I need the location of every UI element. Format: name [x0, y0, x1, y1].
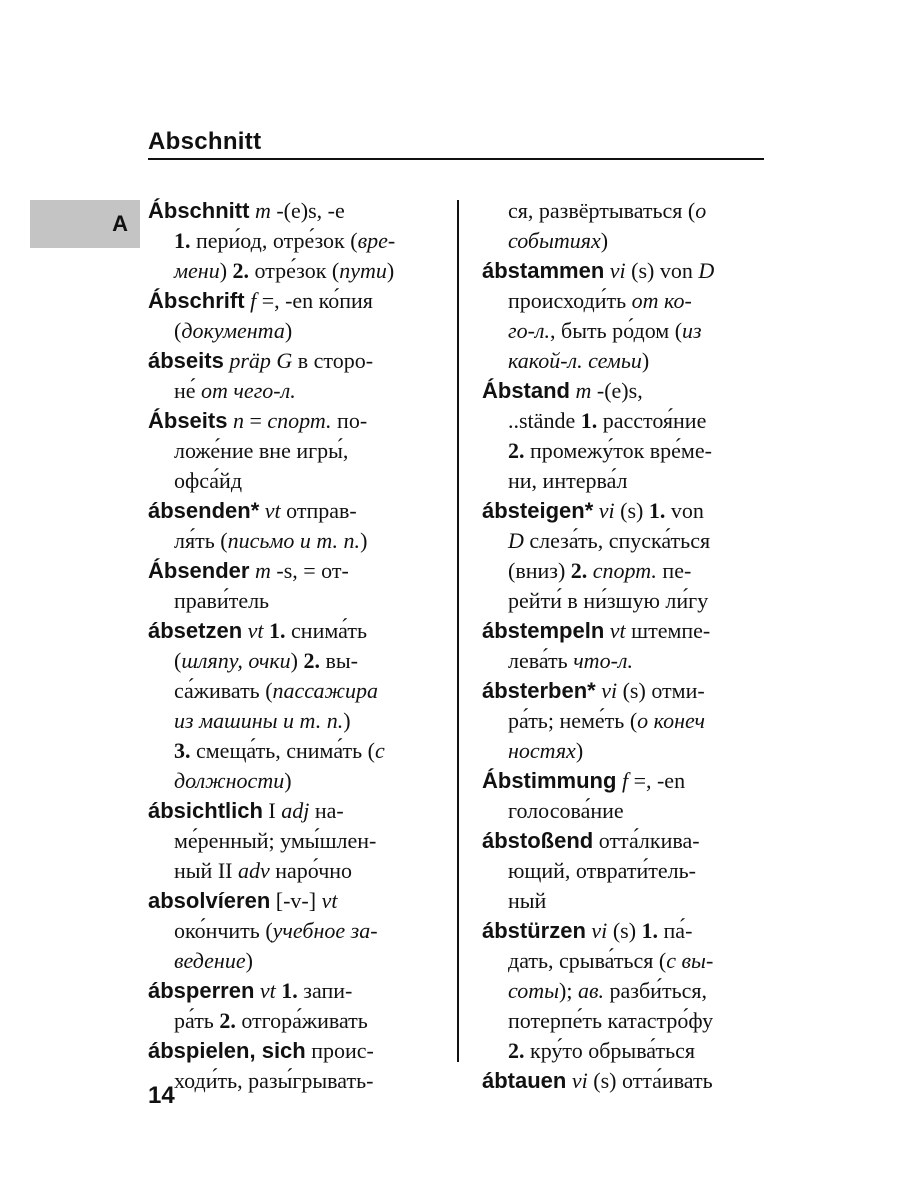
entry-line	[148, 436, 443, 466]
grammar-note: D	[698, 258, 715, 283]
definition-text: (вниз)	[508, 558, 571, 583]
entry-line	[482, 646, 767, 676]
headword: ábtauen	[482, 1068, 567, 1093]
dictionary-column-left	[148, 196, 443, 1096]
entry-line	[148, 676, 443, 706]
entry-line-headword	[482, 616, 767, 646]
header-rule	[148, 158, 764, 160]
grammar-note: vt	[259, 498, 281, 523]
entry-line	[148, 316, 443, 346]
definition-text: не́	[174, 378, 202, 403]
definition-text: потерпе́ть катастро́фу	[508, 1008, 714, 1033]
definition-text: ющий, отврати́тель-	[508, 858, 696, 883]
entry-line-headword	[148, 556, 443, 586]
grammar-note: какой-л. семьи	[508, 348, 642, 373]
entry-line-headword	[482, 916, 767, 946]
grammar-note: шляпу, очки	[181, 648, 291, 673]
entry-line-headword	[148, 496, 443, 526]
headword: Ábschnitt	[148, 198, 250, 223]
entry-line	[148, 466, 443, 496]
definition-text: наро́чно	[269, 858, 353, 883]
entry-line	[482, 436, 767, 466]
definition-text: пе-	[656, 558, 692, 583]
entry-line-headword	[148, 796, 443, 826]
grammar-note: n	[227, 408, 244, 433]
sense-number: 1.	[269, 618, 286, 643]
definition-text: ни, интерва́л	[508, 468, 628, 493]
headword: Ábschrift	[148, 288, 245, 313]
entry-line-headword	[482, 676, 767, 706]
sense-number: 2.	[508, 438, 525, 463]
definition-text: кру́то обрыва́ться	[524, 1038, 696, 1063]
grammar-note: präp G	[223, 348, 293, 373]
definition-text: (s) von	[625, 258, 699, 283]
entry-line	[148, 706, 443, 736]
entry-line	[148, 256, 443, 286]
grammar-note: f	[244, 288, 257, 313]
entry-line	[482, 1036, 767, 1066]
definition-text: промежу́ток вре́ме-	[524, 438, 712, 463]
sense-number: 1.	[641, 918, 659, 943]
grammar-note: с вы-	[666, 948, 714, 973]
entry-line-headword	[482, 1066, 767, 1096]
entry-line-headword	[482, 496, 767, 526]
definition-text: von	[665, 498, 704, 523]
entry-line	[482, 346, 767, 376]
definition-text: )	[219, 258, 233, 283]
entry-line-headword	[148, 616, 443, 646]
headword: ábseits	[148, 348, 224, 373]
grammar-note: о	[695, 198, 707, 223]
sense-number: 1.	[648, 498, 666, 523]
definition-text: проис-	[305, 1038, 374, 1063]
headword: ábsetzen	[148, 618, 243, 643]
grammar-note: документа	[181, 318, 285, 343]
entry-line-headword	[148, 406, 443, 436]
entry-line	[148, 946, 443, 976]
definition-text: разби́ться,	[604, 978, 707, 1003]
grammar-note: письмо и т. п.	[227, 528, 361, 553]
definition-text: ходи́ть, разы́грывать-	[174, 1068, 374, 1093]
definition-text: =	[243, 408, 268, 433]
definition-text: са́живать (	[174, 678, 273, 703]
definition-text: ..stände	[508, 408, 581, 433]
grammar-note: f	[616, 768, 629, 793]
grammar-note: го-л.	[508, 318, 551, 343]
grammar-note: о конеч	[637, 708, 705, 733]
definition-text: (s) отми-	[617, 678, 705, 703]
headword: ábsteigen*	[482, 498, 594, 523]
definition-text: ный	[508, 888, 547, 913]
grammar-note: спорт.	[592, 558, 657, 583]
letter-index-label: A	[112, 211, 128, 236]
headword: ábstürzen	[482, 918, 586, 943]
headword: ábsterben*	[482, 678, 596, 703]
sense-number: 3.	[174, 738, 191, 763]
definition-text: -s, = от-	[270, 558, 349, 583]
entry-line	[482, 556, 767, 586]
grammar-note: от ко-	[631, 288, 692, 313]
entry-line	[482, 586, 767, 616]
entry-line	[482, 946, 767, 976]
entry-line	[148, 526, 443, 556]
grammar-note: vt	[321, 888, 338, 913]
definition-text: -(e)s,	[591, 378, 643, 403]
entry-line-headword	[148, 196, 443, 226]
grammar-note: ведение	[174, 948, 246, 973]
definition-text: око́нчить (	[174, 918, 273, 943]
grammar-note: мени	[174, 258, 220, 283]
definition-text: , быть ро́дом (	[550, 318, 683, 343]
entry-line	[482, 466, 767, 496]
entry-line	[482, 526, 767, 556]
entry-line-headword	[148, 976, 443, 1006]
headword: Ábstand	[482, 378, 570, 403]
entry-line	[482, 856, 767, 886]
grammar-note: vt	[604, 618, 626, 643]
definition-text: отре́зок (	[249, 258, 340, 283]
entry-line	[148, 1066, 443, 1096]
grammar-note: vi	[585, 918, 608, 943]
sense-number: 2.	[219, 1008, 236, 1033]
definition-text: лева́ть	[508, 648, 574, 673]
definition-text: по-	[331, 408, 368, 433]
definition-text: )	[360, 528, 368, 553]
definition-text: ся, развёртываться (	[508, 198, 696, 223]
sense-number: 1.	[281, 978, 298, 1003]
grammar-note: adj	[281, 798, 310, 823]
entry-line-headword	[482, 376, 767, 406]
headword: ábsichtlich	[148, 798, 263, 823]
grammar-note: спорт.	[267, 408, 332, 433]
definition-text: )	[386, 258, 395, 283]
sense-number: 2.	[570, 558, 588, 583]
headword: Ábstimmung	[482, 768, 617, 793]
sense-number: 2.	[303, 648, 320, 673]
definition-text: ный II	[174, 858, 238, 883]
entry-line-headword	[482, 766, 767, 796]
definition-text: )	[343, 708, 351, 733]
definition-text: );	[559, 978, 578, 1003]
entry-line	[482, 736, 767, 766]
grammar-note: пассажира	[272, 678, 378, 703]
headword: ábsperren	[148, 978, 255, 1003]
grammar-note: событиях	[508, 228, 601, 253]
grammar-note: из	[682, 318, 702, 343]
entry-line-headword	[482, 256, 767, 286]
entry-line	[482, 406, 767, 436]
grammar-note: от чего-л.	[201, 378, 296, 403]
entry-line	[482, 706, 767, 736]
definition-text: -(e)s, -e	[270, 198, 345, 223]
grammar-note: vi	[595, 678, 618, 703]
running-header-word: Abschnitt	[148, 128, 262, 155]
entry-line-headword	[482, 826, 767, 856]
entry-line	[148, 586, 443, 616]
sense-number: 2.	[232, 258, 250, 283]
grammar-note: соты	[508, 978, 560, 1003]
definition-text: прави́тель	[174, 588, 270, 613]
page-number: 14	[148, 1082, 175, 1109]
entry-line	[482, 316, 767, 346]
sense-number: 2.	[508, 1038, 525, 1063]
definition-text: отта́лкива-	[593, 828, 700, 853]
entry-line-headword	[148, 286, 443, 316]
grammar-note: что-л.	[573, 648, 633, 673]
definition-text: па́-	[658, 918, 693, 943]
definition-text: рейти́ в ни́зшую ли́гу	[508, 588, 709, 613]
grammar-note: D	[508, 528, 524, 553]
grammar-note: учебное за-	[272, 918, 378, 943]
entry-line	[148, 826, 443, 856]
definition-text: )	[245, 948, 253, 973]
definition-text: штемпе-	[625, 618, 711, 643]
entry-line	[482, 1006, 767, 1036]
dictionary-column-right	[482, 196, 767, 1096]
definition-text: отгора́живать	[235, 1008, 368, 1033]
grammar-note: из машины и т. п.	[174, 708, 344, 733]
grammar-note: ностях	[508, 738, 576, 763]
sense-number: 1.	[580, 408, 598, 433]
definition-text: голосова́ние	[508, 798, 624, 823]
definition-text: ля́ть (	[174, 528, 228, 553]
headword: ábsenden*	[148, 498, 260, 523]
entry-line	[148, 856, 443, 886]
definition-text: ме́ренный; умы́шлен-	[174, 828, 377, 853]
entry-line-headword	[148, 1036, 443, 1066]
definition-text: )	[284, 318, 293, 343]
entry-line	[148, 1006, 443, 1036]
definition-text: ра́ть; неме́ть (	[508, 708, 638, 733]
grammar-note: m	[249, 198, 271, 223]
definition-text: )	[600, 228, 609, 253]
grammar-note: пути	[339, 258, 387, 283]
definition-text: )	[284, 768, 292, 793]
grammar-note: m	[249, 558, 271, 583]
grammar-note: вре-	[357, 228, 396, 253]
definition-text: ложе́ние вне игры́,	[174, 438, 349, 463]
entry-line	[148, 766, 443, 796]
definition-text: (s)	[607, 918, 642, 943]
definition-text: (s) отта́ивать	[587, 1068, 713, 1093]
definition-text: ра́ть	[174, 1008, 220, 1033]
definition-text: )	[641, 348, 650, 373]
headword: ábspielen, sich	[148, 1038, 306, 1063]
definition-text: (	[174, 318, 182, 343]
headword: absolvíeren	[148, 888, 271, 913]
entry-line-headword	[148, 886, 443, 916]
entry-line	[482, 196, 767, 226]
grammar-note: m	[570, 378, 592, 403]
definition-text: =, -en ко́пия	[256, 288, 373, 313]
entry-line	[148, 736, 443, 766]
definition-text: на-	[309, 798, 344, 823]
headword: Ábseits	[148, 408, 228, 433]
grammar-note: vt	[242, 618, 264, 643]
definition-text: расстоя́ние	[597, 408, 707, 433]
grammar-note: vi	[604, 258, 626, 283]
definition-text: вы-	[319, 648, 358, 673]
definition-text: происходи́ть	[508, 288, 632, 313]
entry-line	[148, 226, 443, 256]
grammar-note: ав.	[577, 978, 605, 1003]
headword: ábstempeln	[482, 618, 605, 643]
definition-text: (s)	[614, 498, 649, 523]
column-divider	[457, 200, 459, 1062]
definition-text: смеща́ть, снима́ть (	[190, 738, 375, 763]
entry-line	[482, 886, 767, 916]
entry-line-headword	[148, 346, 443, 376]
definition-text: пери́од, отре́зок (	[190, 228, 358, 253]
definition-text: дать, срыва́ться (	[508, 948, 667, 973]
grammar-note: vi	[593, 498, 615, 523]
grammar-note: adv	[237, 858, 270, 883]
definition-text: офса́йд	[174, 468, 243, 493]
headword: Ábsender	[148, 558, 250, 583]
entry-line	[148, 916, 443, 946]
entry-line	[482, 976, 767, 1006]
headword: ábstammen	[482, 258, 605, 283]
entry-line	[482, 796, 767, 826]
entry-line	[148, 646, 443, 676]
grammar-note: vt	[254, 978, 276, 1003]
definition-text: =, -en	[628, 768, 686, 793]
definition-text: слеза́ть, спуска́ться	[523, 528, 711, 553]
entry-line	[482, 286, 767, 316]
definition-text: )	[575, 738, 584, 763]
definition-text: I	[262, 798, 282, 823]
definition-text: (	[174, 648, 182, 673]
entry-line	[482, 226, 767, 256]
letter-index-tab	[30, 200, 140, 248]
entry-line	[148, 376, 443, 406]
definition-text: отправ-	[280, 498, 357, 523]
headword: ábstoßend	[482, 828, 594, 853]
sense-number: 1.	[174, 228, 191, 253]
definition-text: [-v-]	[270, 888, 322, 913]
definition-text: снима́ть	[285, 618, 367, 643]
definition-text: запи-	[297, 978, 353, 1003]
grammar-note: с	[375, 738, 385, 763]
definition-text: в сторо-	[292, 348, 374, 373]
grammar-note: должности	[174, 768, 285, 793]
grammar-note: vi	[566, 1068, 588, 1093]
definition-text: )	[290, 648, 304, 673]
